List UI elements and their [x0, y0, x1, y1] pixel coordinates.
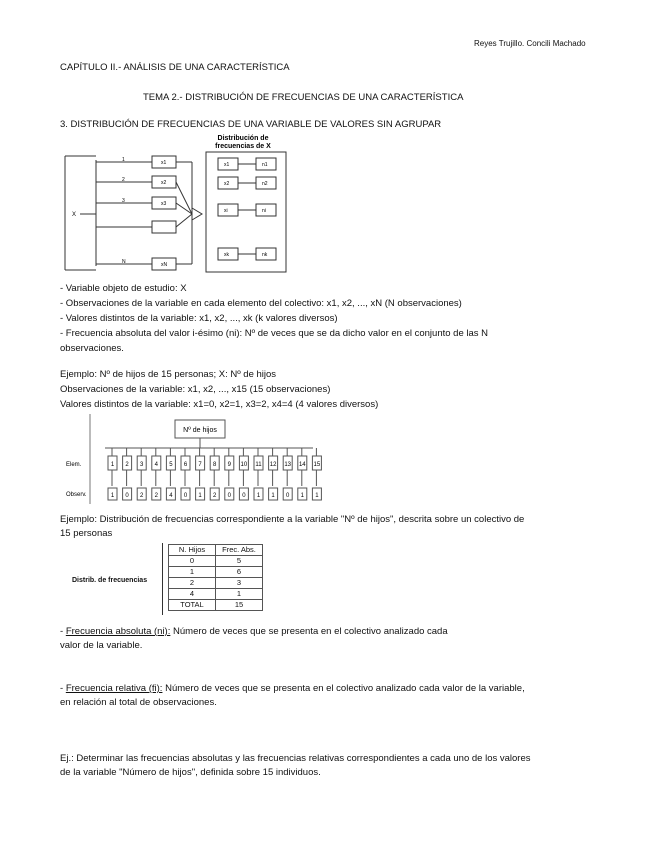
freq-table-bracket	[162, 543, 163, 615]
table-row: 2 3	[169, 578, 263, 589]
element-number: 7	[198, 462, 202, 468]
element-number: 6	[183, 462, 188, 468]
svg-text:nk: nk	[262, 252, 268, 258]
bullet-4-cont: observaciones.	[60, 343, 124, 354]
bullet-4: - Frecuencia absoluta del valor i-ésimo (ni): Nº de veces que se da dicho valor en el conjunto de las N	[60, 328, 489, 339]
svg-text:x3: x3	[161, 201, 167, 207]
abs-freq-line-2: valor de la variable.	[60, 640, 143, 651]
abs-freq-definition: - Frecuencia absoluta (ni): Número de veces que se presenta en el colectivo analizado cada	[60, 626, 448, 637]
element-number: 11	[255, 462, 262, 468]
diagram2-title: Nº de hijos	[183, 427, 217, 434]
svg-text:x1: x1	[161, 160, 167, 166]
rel-freq-text: Número de veces que se presenta en el colectivo analizado cada valor de la variable,	[162, 683, 525, 694]
element-number: 15	[313, 462, 321, 468]
table-row: TOTAL 15	[169, 600, 263, 611]
bullet-1: - Variable objeto de estudio: X	[60, 283, 187, 294]
observation-value: 4	[169, 493, 173, 499]
table-row: 0 5	[169, 556, 263, 567]
observation-value: 1	[198, 493, 202, 499]
observation-value: 2	[140, 493, 144, 499]
svg-text:x2: x2	[224, 181, 230, 187]
svg-text:x2: x2	[161, 180, 167, 186]
observation-value: 0	[227, 493, 231, 499]
topic-title: TEMA 2.- DISTRIBUCIÓN DE FRECUENCIAS DE UNA CARACTERÍSTICA	[143, 92, 464, 103]
example2-line-1: Ejemplo: Distribución de frecuencias correspondiente a la variable "Nº de hijos", descrita sobre un colectivo de	[60, 514, 525, 525]
rel-freq-definition: - Frecuencia relativa (fi): Número de veces que se presenta en el colectivo analizado cada valor de la variable,	[60, 683, 525, 694]
svg-text:3: 3	[122, 198, 125, 204]
rel-freq-term: Frecuencia relativa (fi):	[65, 683, 163, 694]
branch-4	[96, 221, 176, 233]
observation-value: 1	[315, 493, 319, 499]
diagram-title-1: Distribución de	[217, 135, 269, 142]
elem-label: Elem.	[66, 462, 82, 468]
section-title: 3. DISTRIBUCIÓN DE FRECUENCIAS DE UNA VARIABLE DE VALORES SIN AGRUPAR	[60, 119, 442, 130]
freq-table-label: Distrib. de frecuencias	[72, 577, 148, 584]
rel-freq-line-2: en relación al total de observaciones.	[60, 697, 217, 708]
svg-text:N: N	[122, 259, 126, 265]
table-header	[169, 545, 263, 556]
element-number: 13	[284, 462, 292, 468]
observation-value: 0	[286, 493, 290, 499]
example2-line-2: 15 personas	[60, 528, 113, 539]
example-line-1: Ejemplo: Nº de hijos de 15 personas; X: Nº de hijos	[60, 369, 277, 380]
author-header: Reyes Trujillo. Concili Machado	[474, 39, 586, 48]
branch-1	[96, 156, 176, 168]
exercise-line-1: Ej.: Determinar las frecuencias absolutas y las frecuencias relativas correspondientes a cada uno de los valores	[60, 753, 531, 764]
element-number: 1	[110, 462, 115, 468]
table-row: 1 6	[169, 567, 263, 578]
svg-text:2: 2	[122, 177, 125, 183]
element-number: 5	[169, 462, 173, 468]
svg-text:n1: n1	[262, 162, 268, 168]
diagram-title-2: frecuencias de X	[215, 143, 271, 150]
bullet-3: - Valores distintos de la variable: x1, x2, ..., xk (k valores diversos)	[60, 313, 338, 324]
element-number: 4	[154, 462, 158, 468]
table-row: 4 1	[169, 589, 263, 600]
abs-freq-term: Frecuencia absoluta (ni):	[65, 626, 171, 637]
abs-freq-text: Número de veces que se presenta en el colectivo analizado cada	[170, 626, 448, 637]
svg-text:xk: xk	[224, 252, 229, 258]
element-number: 8	[213, 462, 217, 468]
svg-text:x1: x1	[224, 162, 230, 168]
obs-label: Observ.	[66, 492, 87, 498]
children-diagram	[60, 410, 330, 506]
observation-value: 0	[242, 493, 246, 499]
element-number: 14	[298, 462, 306, 468]
svg-text:1: 1	[122, 157, 125, 163]
svg-text:n2: n2	[262, 181, 268, 187]
example-line-2: Observaciones de la variable: x1, x2, ..., x15 (15 observaciones)	[60, 384, 331, 395]
observation-value: 1	[300, 493, 304, 499]
element-number: 10	[240, 462, 248, 468]
svg-text:xN: xN	[161, 262, 168, 268]
distribution-diagram	[60, 130, 310, 276]
observation-value: 0	[125, 493, 129, 499]
observation-value: 1	[271, 493, 275, 499]
observation-value: 1	[256, 493, 261, 499]
chapter-title: CAPÍTULO II.- ANÁLISIS DE UNA CARACTERÍSTICA	[60, 62, 290, 73]
branch-5	[96, 258, 176, 270]
svg-text:xi: xi	[224, 208, 228, 214]
root-label: X	[72, 212, 77, 218]
bullet-2: - Observaciones de la variable en cada elemento del colectivo: x1, x2, ..., xN (N observaciones)	[60, 298, 462, 309]
svg-text:ni: ni	[262, 208, 266, 214]
observation-value: 1	[110, 493, 115, 499]
header-cell: N. Hijos	[169, 545, 216, 556]
observation-value: 0	[183, 493, 188, 499]
example-line-3: Valores distintos de la variable: x1=0, x2=1, x3=2, x4=4 (4 valores diversos)	[60, 399, 379, 410]
element-number: 2	[125, 462, 129, 468]
exercise-line-2: de la variable "Número de hijos", definida sobre 15 individuos.	[60, 767, 321, 778]
observation-value: 2	[213, 493, 217, 499]
observation-value: 2	[154, 493, 158, 499]
branch-3	[96, 197, 176, 209]
header-cell: Frec. Abs.	[216, 545, 263, 556]
element-number: 3	[140, 462, 144, 468]
element-number: 9	[227, 462, 231, 468]
frequency-table	[168, 544, 263, 611]
element-number: 12	[269, 462, 277, 468]
branch-2	[96, 176, 176, 188]
